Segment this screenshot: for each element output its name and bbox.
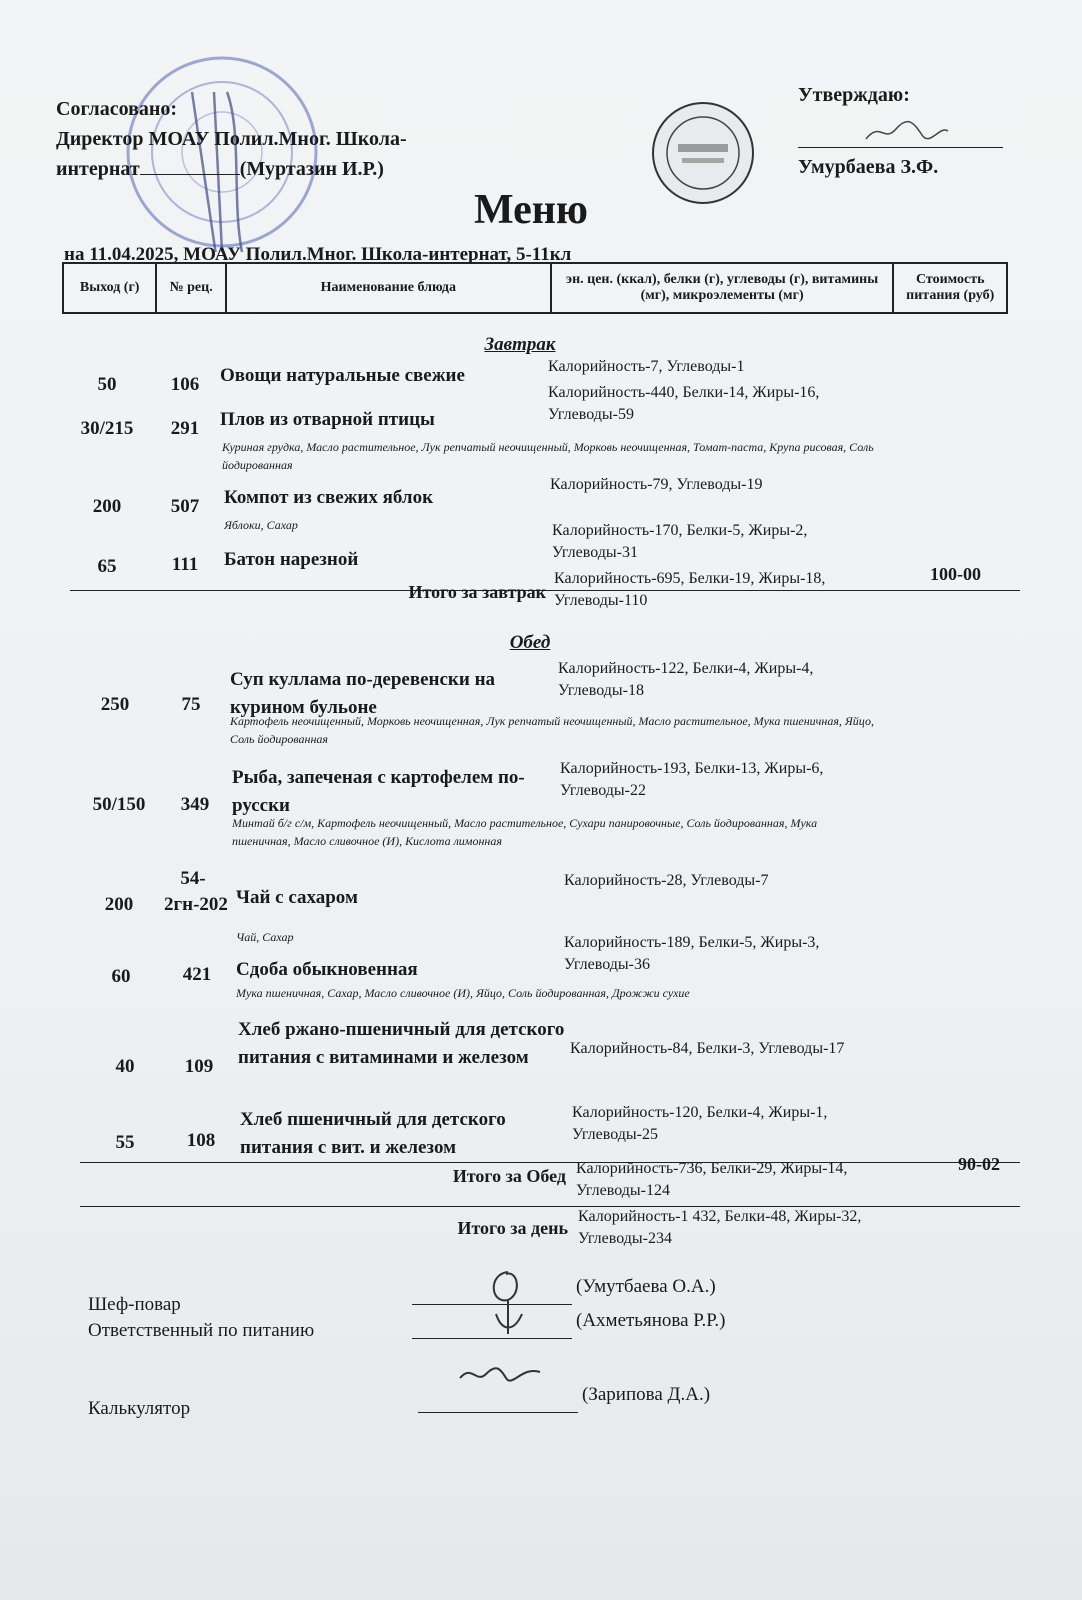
item-nutrition: Калорийность-79, Углеводы-19 [550, 476, 763, 493]
item-nutrition: Калорийность-440, Белки-14, Жиры-16, Углеводы-59 [548, 384, 820, 423]
header-dish: Наименование блюда [226, 263, 551, 313]
item-qty: 65 [97, 556, 117, 577]
header-price: Стоимость питания (руб) [893, 263, 1007, 313]
item-dish-name: Овощи натуральные свежие [220, 365, 465, 386]
item-ingredients: Чай, Сахар [236, 930, 294, 944]
approval-left-prefix: интернат [56, 158, 140, 180]
item-qty: 60 [111, 966, 131, 987]
signature-role: Калькулятор [88, 1398, 191, 1419]
page-title: Меню [473, 187, 589, 233]
item-nutrition: Калорийность-84, Белки-3, Углеводы-17 [570, 1040, 845, 1057]
item-nutrition: Калорийность-193, Белки-13, Жиры-6, Углеводы-22 [560, 760, 824, 799]
item-ingredients: Куриная грудка, Масло растительное, Лук репчатый неочищенный, Морковь неочищенная, Томат-паста, Крупа рисовая, Соль йодированная [222, 440, 874, 472]
handwritten-signature [862, 117, 952, 147]
item-qty: 50 [97, 374, 117, 395]
item-dish-name: Суп куллама по-деревенски на курином бульоне [230, 669, 496, 718]
item-recipe: 507 [170, 496, 200, 517]
item-qty: 30/215 [80, 418, 134, 439]
signature-name: (Зарипова Д.А.) [582, 1384, 711, 1405]
item-ingredients: Минтай б/г с/м, Картофель неочищенный, Масло растительное, Сухари панировочные, Соль йодированная, Мука пшеничная, Масло сливочное (И), Кислота лимонная [232, 816, 818, 848]
item-dish-name: Сдоба обыкновенная [236, 959, 418, 980]
header-qty: Выход (г) [63, 263, 156, 313]
signature-role: Шеф-повар [88, 1294, 181, 1315]
item-ingredients: Яблоки, Сахар [224, 518, 298, 532]
section-lunch-title: Обед [509, 632, 551, 653]
item-dish-name: Рыба, запеченая с картофелем по-русски [232, 767, 525, 816]
item-qty: 50/150 [92, 794, 146, 815]
approval-left-line1: Директор МОАУ Полил.Мног. Школа- [56, 128, 407, 150]
handwritten-signature [478, 1264, 538, 1344]
handwritten-signature [456, 1360, 546, 1390]
signature-name: (Умутбаева О.А.) [576, 1276, 716, 1297]
section-breakfast-title: Завтрак [484, 334, 556, 355]
approval-left-label: Согласовано: [56, 98, 178, 120]
item-nutrition: Калорийность-122, Белки-4, Жиры-4, Углеводы-18 [558, 660, 814, 699]
signature-line [798, 107, 1003, 148]
breakfast-total-price: 100-00 [930, 564, 981, 584]
menu-table-header [62, 262, 1008, 314]
item-nutrition: Калорийность-170, Белки-5, Жиры-2, Углеводы-31 [552, 522, 808, 561]
item-qty: 40 [115, 1056, 135, 1077]
item-nutrition: Калорийность-120, Белки-4, Жиры-1, Углеводы-25 [572, 1104, 828, 1143]
lunch-total-nutrition: Калорийность-736, Белки-29, Жиры-14, Углеводы-124 [576, 1160, 848, 1199]
approval-right-block [798, 84, 1003, 179]
item-ingredients: Мука пшеничная, Сахар, Масло сливочное (И), Яйцо, Соль йодированная, Дрожжи сухие [236, 986, 690, 1000]
page-subtitle: на 11.04.2025, МОАУ Полил.Мног. Школа-интернат, 5-11кл [64, 244, 572, 265]
approval-right-name: Умурбаева З.Ф. [798, 156, 939, 178]
item-recipe: 54-2гн-202 [164, 868, 228, 915]
approval-right-label: Утверждаю: [798, 84, 910, 106]
approval-left-line2 [56, 154, 496, 184]
item-recipe: 108 [186, 1130, 216, 1151]
item-dish-name: Чай с сахаром [236, 887, 358, 908]
item-recipe: 109 [184, 1056, 214, 1077]
approval-left-name: (Муртазин И.Р.) [239, 158, 384, 180]
lunch-total-price: 90-02 [958, 1154, 1000, 1174]
signature-line [140, 156, 240, 175]
lunch-total-label: Итого за Обед [452, 1166, 566, 1186]
item-dish-name: Хлеб ржано-пшеничный для детского питания с витаминами и железом [238, 1019, 565, 1068]
item-qty: 200 [104, 894, 134, 915]
item-recipe: 291 [170, 418, 200, 439]
item-nutrition: Калорийность-28, Углеводы-7 [564, 872, 769, 889]
approval-left-block [56, 94, 496, 184]
signature-name: (Ахметьянова Р.Р.) [576, 1310, 726, 1331]
item-recipe: 421 [182, 964, 212, 985]
item-ingredients: Картофель неочищенный, Морковь неочищенная, Лук репчатый неочищенный, Масло растительное, Мука пшеничная, Яйцо, Соль йодированная [230, 714, 874, 746]
item-dish-name: Хлеб пшеничный для детского питания с вит. и железом [240, 1109, 506, 1158]
item-recipe: 349 [180, 794, 210, 815]
item-recipe: 111 [171, 554, 199, 575]
item-nutrition: Калорийность-7, Углеводы-1 [548, 358, 745, 375]
item-recipe: 106 [170, 374, 200, 395]
item-recipe: 75 [181, 694, 201, 715]
breakfast-total-label: Итого за завтрак [408, 582, 546, 602]
item-dish-name: Плов из отварной птицы [220, 409, 435, 430]
breakfast-total-nutrition: Калорийность-695, Белки-19, Жиры-18, Углеводы-110 [554, 570, 826, 609]
header-recipe: № рец. [156, 263, 226, 313]
header-nutrition: эн. цен. (ккал), белки (г), углеводы (г), витамины (мг), микроэлементы (мг) [551, 263, 894, 313]
item-qty: 55 [115, 1132, 135, 1153]
item-qty: 200 [92, 496, 122, 517]
signature-role: Ответственный по питанию [88, 1320, 315, 1341]
item-qty: 250 [100, 694, 130, 715]
item-dish-name: Компот из свежих яблок [224, 487, 434, 508]
day-total-label: Итого за день [457, 1218, 568, 1238]
signature-line [418, 1412, 578, 1413]
item-nutrition: Калорийность-189, Белки-5, Жиры-3, Углеводы-36 [564, 934, 820, 973]
day-total-nutrition: Калорийность-1 432, Белки-48, Жиры-32, Углеводы-234 [578, 1208, 862, 1247]
item-dish-name: Батон нарезной [224, 549, 359, 570]
